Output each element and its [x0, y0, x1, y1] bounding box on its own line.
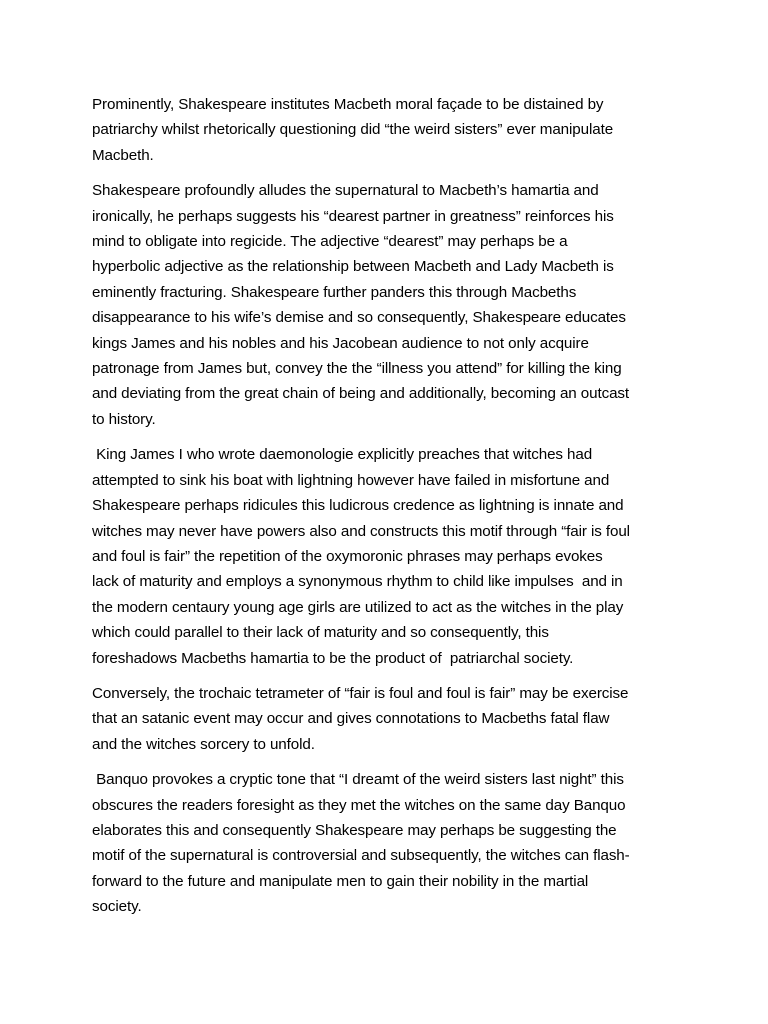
text-line: ironically, he perhaps suggests his “dearest partner in greatness” reinforces his	[92, 207, 614, 225]
paragraph-3	[92, 442, 680, 671]
text-line: and the witches sorcery to unfold.	[92, 735, 315, 753]
text-line: mind to obligate into regicide. The adjective “dearest” may perhaps be a	[92, 233, 568, 251]
text-line: King James I who wrote daemonologie explicitly preaches that witches had	[92, 446, 593, 464]
text-line: Shakespeare profoundly alludes the supernatural to Macbeth’s hamartia and	[92, 182, 599, 200]
text-line: Shakespeare perhaps ridicules this ludicrous credence as lightning is innate and	[92, 497, 624, 515]
text-line: that an satanic event may occur and gives connotations to Macbeths fatal flaw	[92, 710, 610, 728]
text-line: patronage from James but, convey the the “illness you attend” for killing the king	[92, 360, 622, 378]
paragraph-2	[92, 178, 680, 432]
text-line: Macbeth.	[92, 146, 154, 164]
text-line: society.	[92, 898, 142, 916]
text-line: lack of maturity and employs a synonymous rhythm to child like impulses and in	[92, 573, 623, 591]
text-line: forward to the future and manipulate men to gain their nobility in the martial	[92, 872, 589, 890]
paragraph-4	[92, 681, 680, 757]
text-line: Prominently, Shakespeare institutes Macbeth moral façade to be distained by	[92, 96, 604, 113]
text-line: attempted to sink his boat with lightning however have failed in misfortune and	[92, 471, 610, 489]
text-line: disappearance to his wife’s demise and so consequently, Shakespeare educates	[92, 309, 626, 327]
text-line: patriarchy whilst rhetorically questioning did “the weird sisters” ever manipulate	[92, 121, 614, 139]
text-line: Conversely, the trochaic tetrameter of “fair is foul and foul is fair” may be exercise	[92, 684, 629, 702]
text-line: elaborates this and consequently Shakespeare may perhaps be suggesting the	[92, 821, 617, 839]
text-line: motif of the supernatural is controversial and subsequently, the witches can flash-	[92, 847, 630, 865]
text-line: eminently fracturing. Shakespeare further panders this through Macbeths	[92, 283, 577, 301]
text-line: hyperbolic adjective as the relationship between Macbeth and Lady Macbeth is	[92, 258, 614, 276]
paragraph-5	[92, 767, 680, 919]
text-line: kings James and his nobles and his Jacobean audience to not only acquire	[92, 334, 589, 352]
text-line: to history.	[92, 410, 156, 428]
text-line: which could parallel to their lack of maturity and so consequently, this	[92, 624, 549, 642]
paragraph-1	[92, 92, 680, 168]
text-line: Banquo provokes a cryptic tone that “I dreamt of the weird sisters last night” this	[92, 771, 624, 789]
text-line: the modern centaury young age girls are utilized to act as the witches in the play	[92, 598, 624, 616]
text-line: witches may never have powers also and constructs this motif through “fair is foul	[92, 522, 630, 540]
text-line: and foul is fair” the repetition of the oxymoronic phrases may perhaps evokes	[92, 547, 603, 565]
text-line: foreshadows Macbeths hamartia to be the product of patriarchal society.	[92, 649, 574, 667]
text-line: and deviating from the great chain of being and additionally, becoming an outcast	[92, 385, 630, 403]
text-line: obscures the readers foresight as they met the witches on the same day Banquo	[92, 796, 626, 814]
